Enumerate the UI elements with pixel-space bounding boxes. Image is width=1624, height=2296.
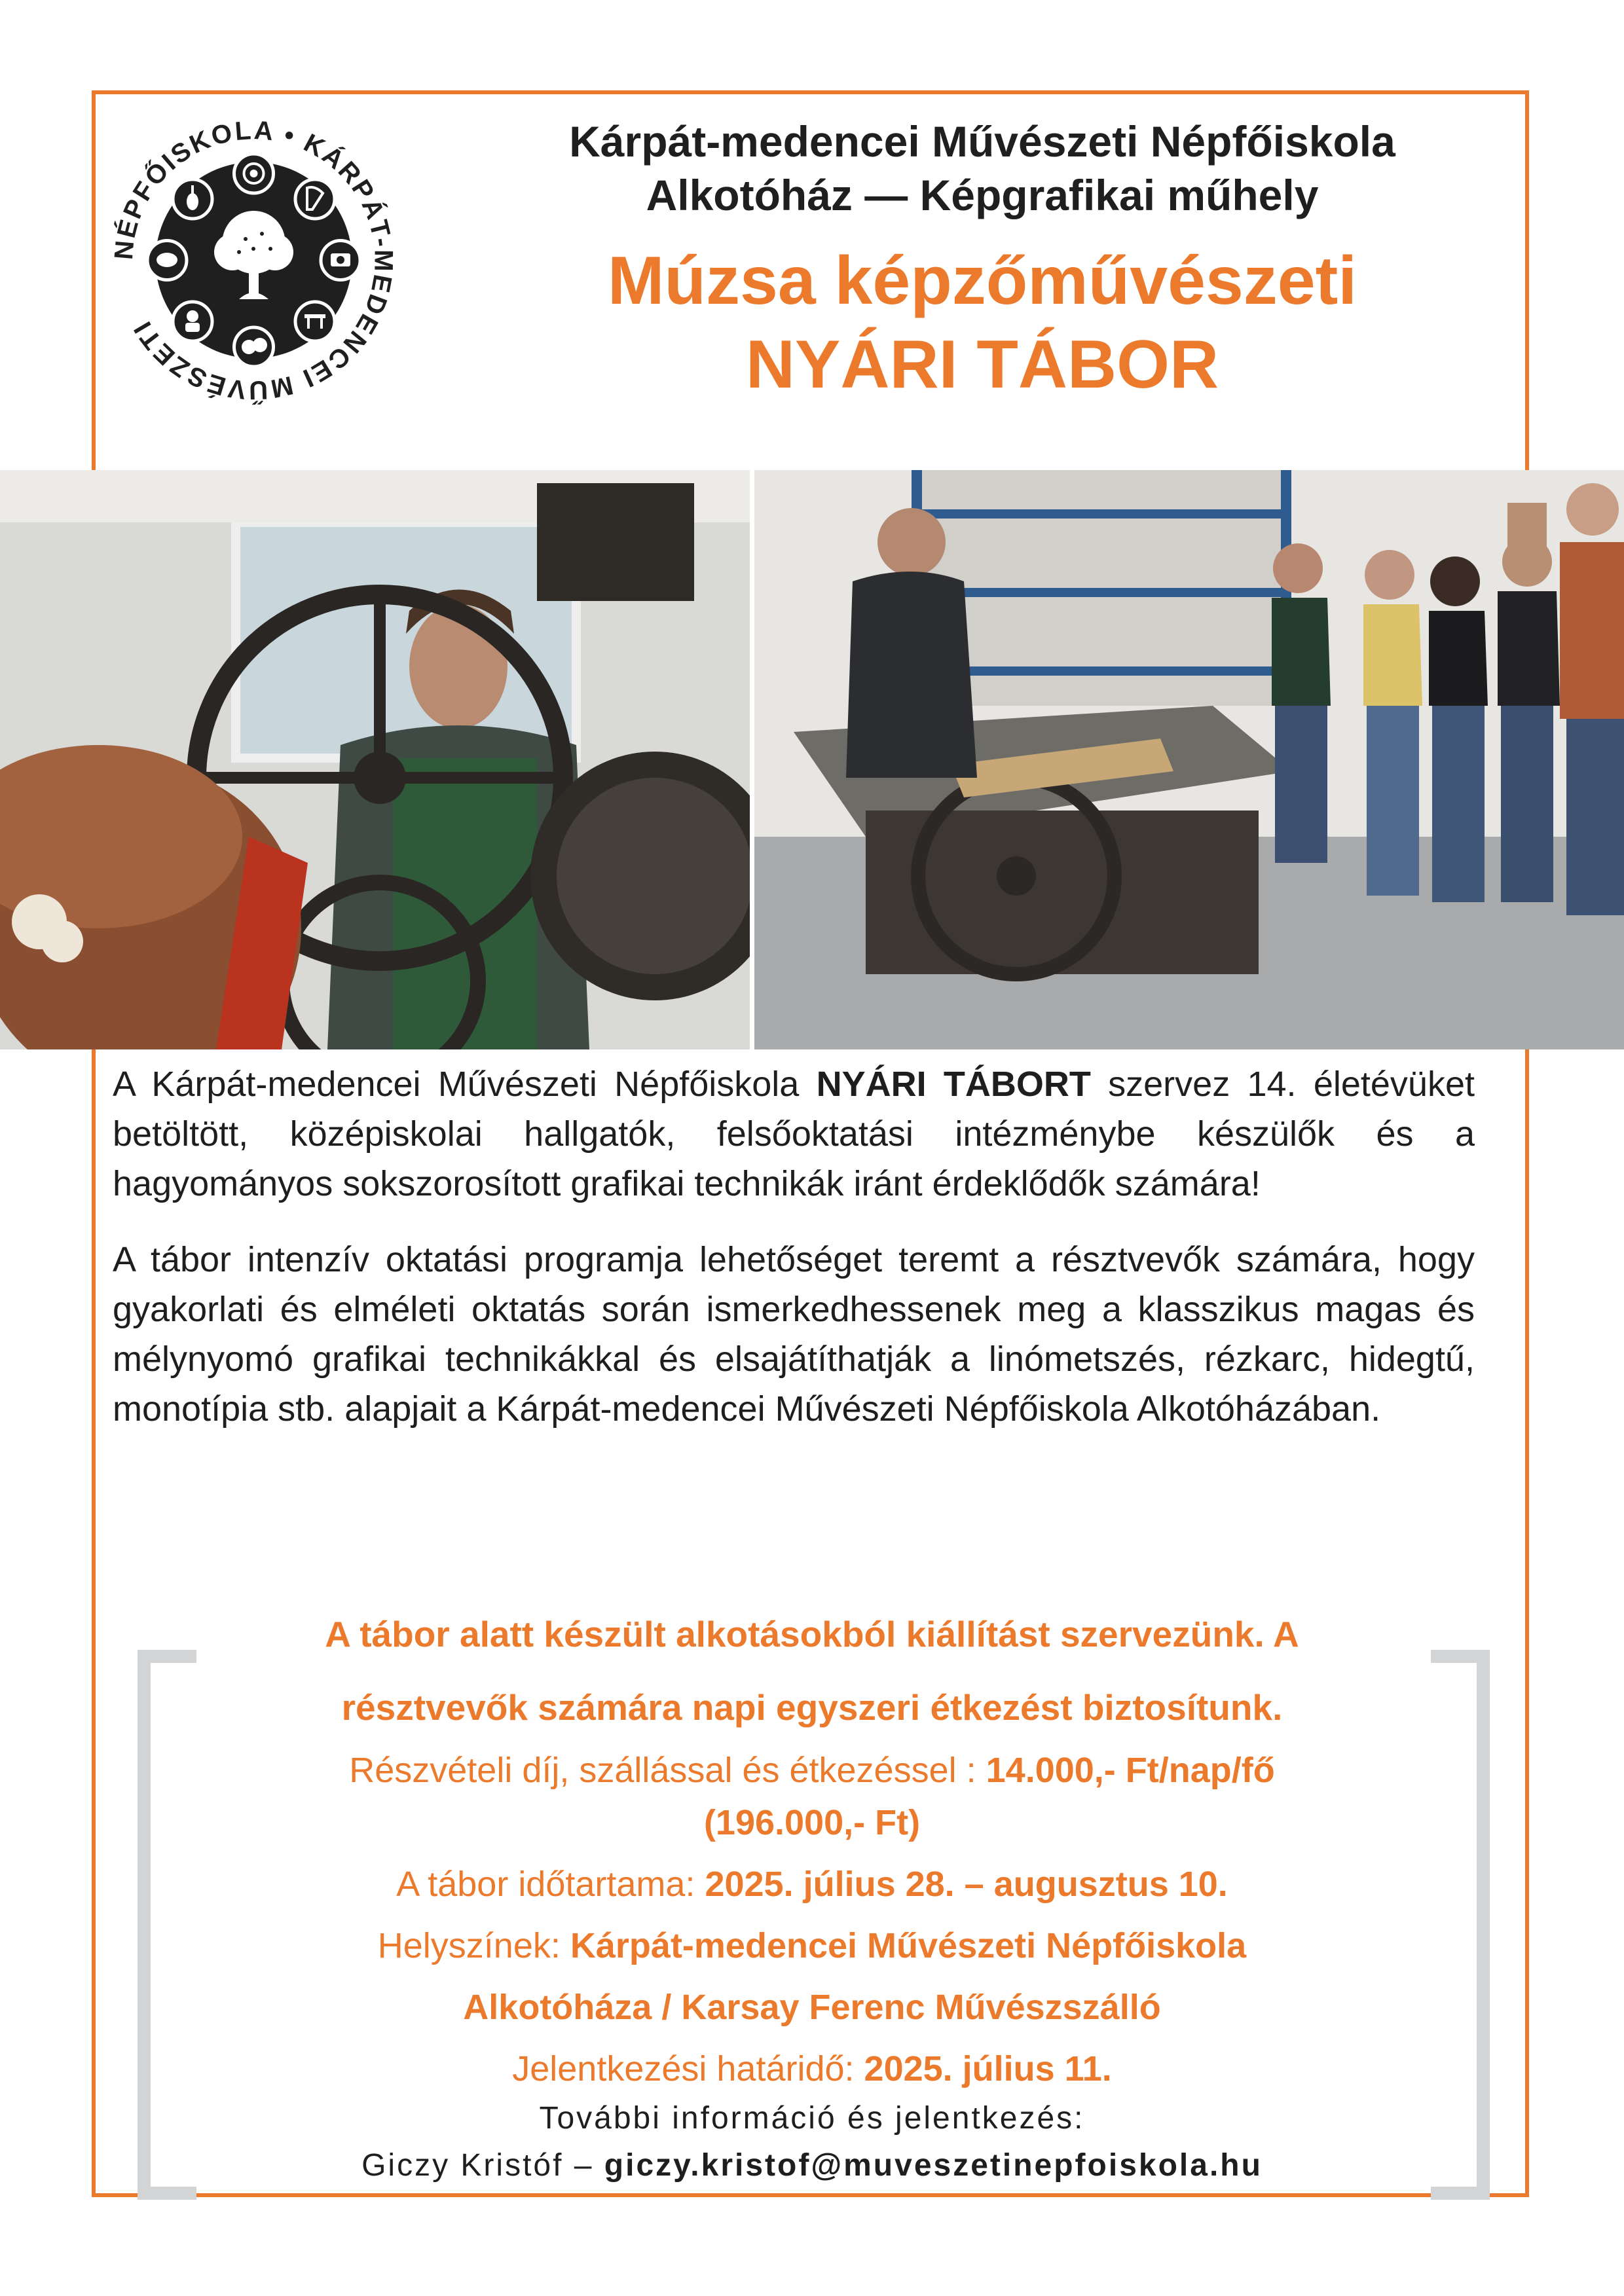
fee-value: 14.000,- Ft/nap/fő bbox=[986, 1751, 1275, 1790]
contact-email-link[interactable]: giczy.kristof@muveszetinepfoiskola.hu bbox=[604, 2148, 1263, 2183]
nepfoiskola-logo bbox=[108, 115, 399, 406]
page-title-line1: Múzsa képzőművészeti bbox=[607, 243, 1357, 319]
meal-note: résztvevők számára napi egyszeri étkezést biztosítunk. bbox=[341, 1687, 1283, 1728]
organization-name: Kárpát-medencei Művészeti Népfőiskola bbox=[569, 117, 1395, 166]
fee-row: Részvételi díj, szállással és étkezéssel : 14.000,- Ft/nap/fő bbox=[349, 1751, 1275, 1790]
duration-row: A tábor időtartama: 2025. július 28. – augusztus 10. bbox=[396, 1865, 1228, 1904]
palette-icon bbox=[157, 253, 177, 267]
duration-value: 2025. július 28. – augusztus 10. bbox=[705, 1865, 1228, 1904]
intro-paragraph-2: A tábor intenzív oktatási programja lehetőséget teremt a résztvevők számára, hogy gyakorlati és elméleti oktatás során ismerkedhessenek meg a klasszikus magas és mélynyomó grafikai technikákkal és elsajátíthatják a linómetszés, rézkarc, hidegtű, monotípia stb. alapjait a Kárpát-medencei Művészeti Népfőiskola Alkotóházában. bbox=[113, 1240, 1475, 1429]
deadline-value: 2025. július 11. bbox=[864, 2049, 1112, 2088]
contact-label: További információ és jelentkezés: bbox=[539, 2101, 1085, 2136]
photo-group-at-press bbox=[754, 470, 1624, 1049]
deadline-row: Jelentkezési határidő: 2025. július 11. bbox=[512, 2049, 1112, 2088]
photo-printing-press-student bbox=[0, 470, 750, 1049]
workshop-name: Alkotóház — Képgrafikai műhely bbox=[646, 171, 1319, 219]
intro-paragraph-1: A Kárpát-medencei Művészeti Népfőiskola NYÁRI TÁBORT szervez 14. életévüket betöltött, középiskolai hallgatók, felsőoktatási intézménybe készülők és a hagyományos sokszorosított grafikai technikák iránt érdeklődők számára! bbox=[113, 1065, 1475, 1203]
left-bracket bbox=[138, 1650, 196, 2200]
fee-total-row bbox=[196, 1796, 1428, 1849]
header bbox=[458, 115, 1506, 407]
right-bracket bbox=[1431, 1650, 1490, 2200]
logo-ring-text: NÉPFŐISKOLA • KÁRPÁT-MEDENCEI MŰVÉSZETI bbox=[109, 115, 398, 405]
contact-row bbox=[196, 2142, 1428, 2189]
camera-icon bbox=[331, 253, 350, 266]
fee-total: (196.000,- Ft) bbox=[703, 1803, 921, 1842]
camp-name-emphasis: NYÁRI TÁBORT bbox=[816, 1065, 1091, 1104]
venue-row-2 bbox=[196, 1981, 1428, 2033]
info-block bbox=[196, 1597, 1428, 2189]
exhibition-note: A tábor alatt készült alkotásokból kiállítást szervezünk. A bbox=[325, 1614, 1299, 1654]
photo-strip bbox=[0, 470, 1624, 1049]
intro-text bbox=[113, 1059, 1475, 1460]
venue-value-1: Kárpát-medencei Művészeti Népfőiskola bbox=[570, 1926, 1247, 1965]
venue-value-2: Alkotóháza / Karsay Ferenc Művészszálló bbox=[463, 1988, 1161, 2027]
contact-name: Giczy Kristóf – bbox=[361, 2148, 604, 2183]
venue-row: Helyszínek: Kárpát-medencei Művészeti Népfőiskola bbox=[377, 1926, 1247, 1965]
page-title-line2: NYÁRI TÁBOR bbox=[745, 327, 1219, 403]
